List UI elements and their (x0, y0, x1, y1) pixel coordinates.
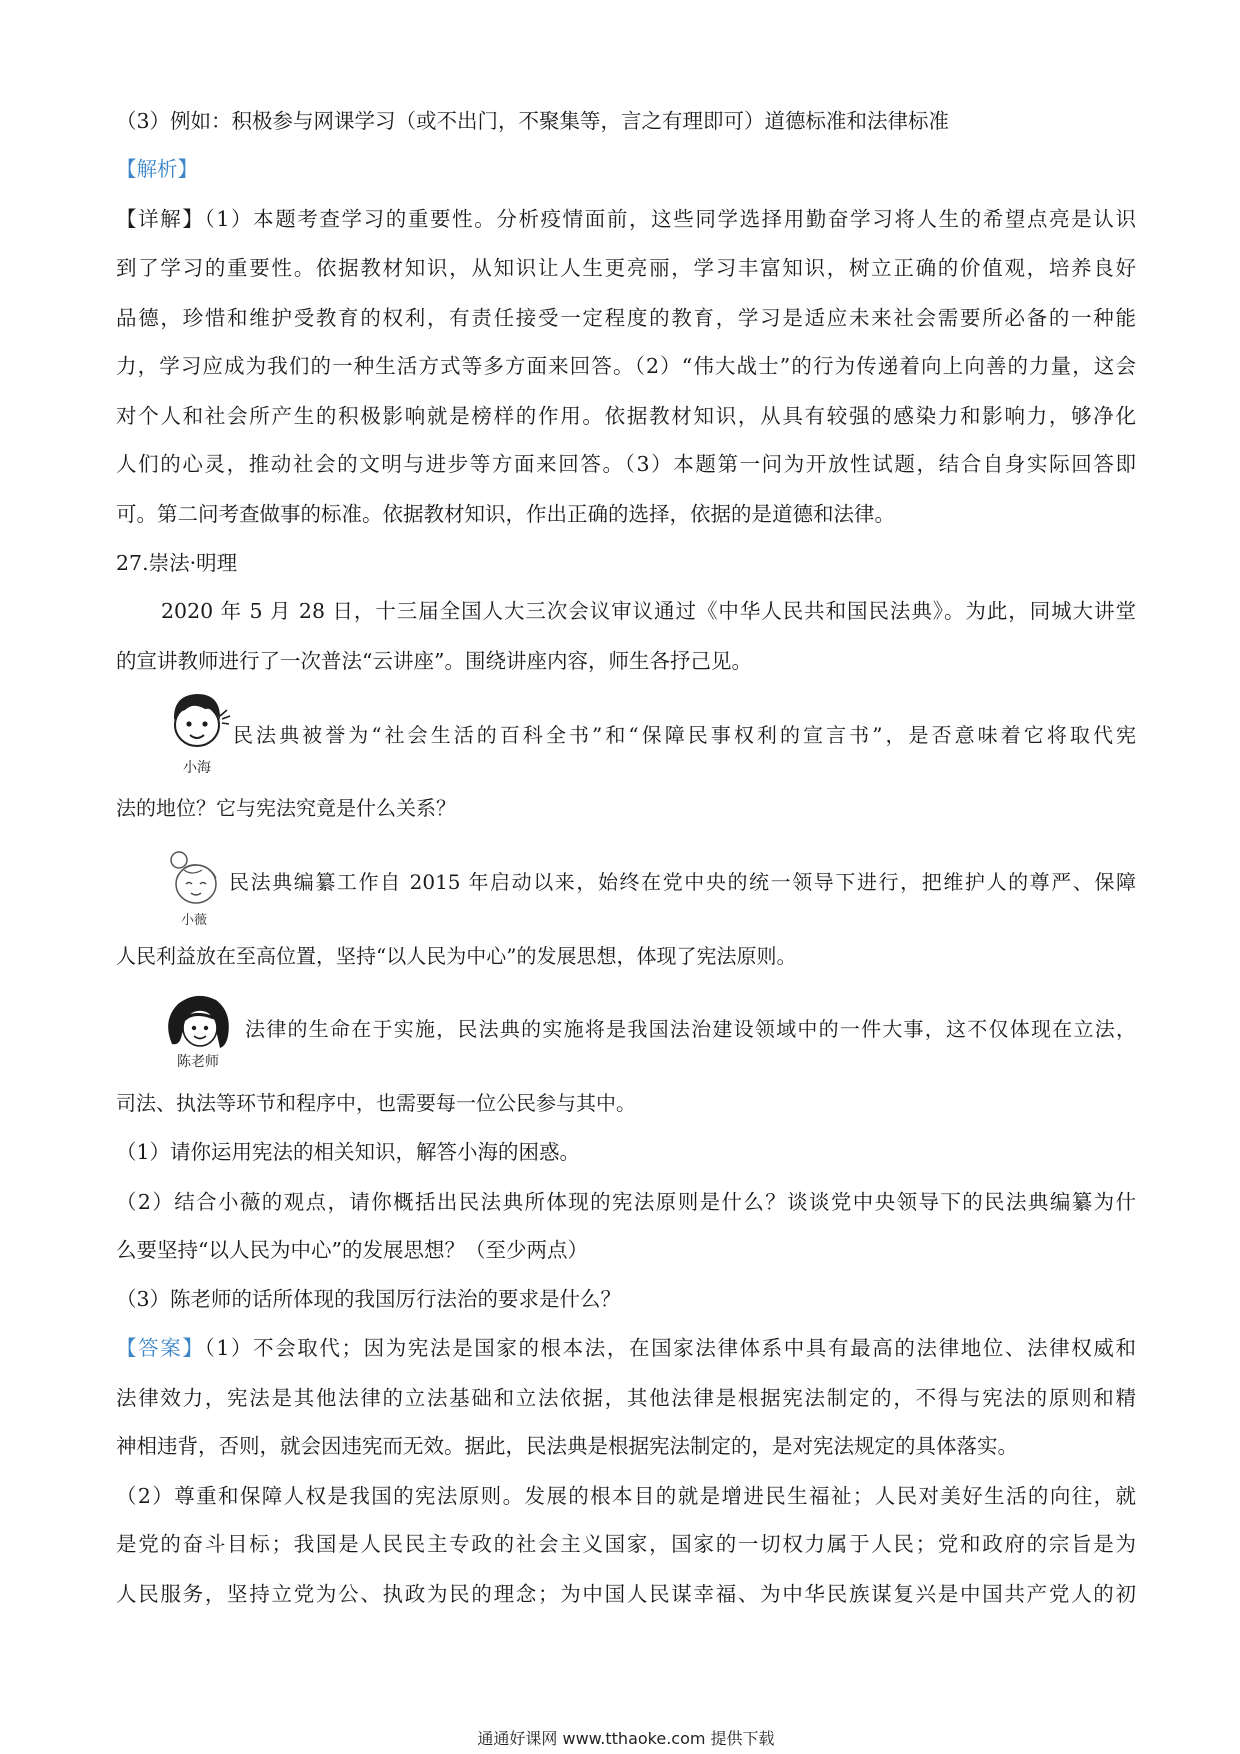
avatar-xiaohai (163, 688, 233, 782)
question-prompt: 么要坚持“以人民为中心”的发展思想？（至少两点） (116, 1238, 588, 1262)
hand-gesture-icon (220, 710, 230, 724)
dialogue-line: 民法典编纂工作自 2015 年启动以来，始终在党中央的统一领导下进行，把维护人的尊严、保障 (229, 870, 1136, 894)
answer-tag: 【答案】 (116, 1336, 205, 1360)
question-intro-line: 2020 年 5 月 28 日，十三届全国人大三次会议审议通过《中华人民共和国民法典》。为此，同城大讲堂 (161, 599, 1136, 623)
analysis-line: 对个人和社会所产生的积极影响就是榜样的作用。依据教材知识，从具有较强的感染力和影响力，够净化 (116, 404, 1136, 428)
answer-line: 人民服务，坚持立党为公、执政为民的理念；为中国人民谋幸福、为中华民族谋复兴是中国共产党人的初 (116, 1582, 1136, 1606)
analysis-line: 可。第二问考查做事的标准。依据教材知识，作出正确的选择，依据的是道德和法律。 (116, 502, 895, 526)
dialogue-line: 法律的生命在于实施，民法典的实施将是我国法治建设领域中的一件大事，这不仅体现在立法， (245, 1017, 1136, 1041)
dialogue-line: 法的地位？它与宪法究竟是什么关系？ (116, 796, 456, 820)
question-prompt: （2）结合小薇的观点，请你概括出民法典所体现的宪法原则是什么？谈谈党中央领导下的民法典编纂为什 (116, 1190, 1136, 1214)
question-intro-line: 的宣讲教师进行了一次普法“云讲座”。围绕讲座内容，师生各抒己见。 (116, 649, 752, 673)
analysis-line: 品德，珍惜和维护受教育的权利，有责任接受一定程度的教育，学习是适应未来社会需要所必备的一种能 (116, 306, 1136, 330)
answer-line: 法律效力，宪法是其他法律的立法基础和立法依据，其他法律是根据宪法制定的，不得与宪法的原则和精 (116, 1386, 1136, 1410)
eye-left (186, 721, 191, 726)
eye-right (204, 1026, 208, 1030)
answer-line: 神相违背，否则，就会因违宪而无效。据此，民法典是根据宪法制定的，是对宪法规定的具体落实。 (116, 1434, 1018, 1458)
hair-bun (171, 852, 187, 868)
mouth (190, 735, 204, 738)
speaker-label: 小薇 (180, 913, 208, 928)
answer-line: （2）尊重和保障人权是我国的宪法原则。发展的根本目的就是增进民生福祉；人民对美好生活的向往，就 (116, 1484, 1136, 1508)
answer-line: 是党的奋斗目标；我国是人民民主专政的社会主义国家，国家的一切权力属于人民；党和政府的宗旨是为 (116, 1532, 1136, 1556)
analysis-line: 【详解】（1）本题考查学习的重要性。分析疫情面前，这些同学选择用勤奋学习将人生的希望点亮是认识 (116, 207, 1136, 231)
dialogue-line: 司法、执法等环节和程序中，也需要每一位公民参与其中。 (116, 1091, 636, 1115)
previous-answer-part3: （3）例如：积极参与网课学习（或不出门，不聚集等，言之有理即可）道德标准和法律标准 (116, 109, 950, 133)
avatar-xiaowei (164, 848, 228, 932)
face-outline (175, 704, 219, 746)
hair-shape (174, 694, 220, 720)
dialogue-line: 民法典被誉为“社会生活的百科全书”和“保障民事权利的宣言书”，是否意味着它将取代宪 (233, 723, 1136, 747)
question-prompt: （3）陈老师的话所体现的我国厉行法治的要求是什么？ (116, 1287, 622, 1311)
avatar-teacher-chen (158, 990, 242, 1074)
analysis-line: 力，学习应成为我们的一种生活方式等多方面来回答。（2）“伟大战士”的行为传递着向上向善的力量，这会 (116, 354, 1136, 378)
answer-line (116, 1333, 1136, 1363)
question-prompt: （1）请你运用宪法的相关知识，解答小海的困惑。 (116, 1140, 581, 1164)
speaker-label: 小海 (183, 760, 211, 776)
eye-left (192, 1026, 196, 1030)
eye-right (202, 721, 207, 726)
analysis-tag: 【解析】 (116, 157, 198, 181)
question-title: 27.崇法·明理 (116, 551, 238, 575)
speaker-label: 陈老师 (177, 1054, 219, 1070)
eyes (186, 883, 206, 885)
answer-text: （1）不会取代；因为宪法是国家的根本法，在国家法律体系中具有最高的法律地位、法律权威和 (204, 1336, 1136, 1360)
analysis-line: 到了学习的重要性。依据教材知识，从知识让人生更亮丽，学习丰富知识，树立正确的价值观，培养良好 (116, 256, 1136, 280)
mouth (191, 893, 201, 895)
analysis-line: 人们的心灵，推动社会的文明与进步等方面来回答。（3）本题第一问为开放性试题，结合自身实际回答即 (116, 452, 1136, 476)
dialogue-line: 人民利益放在至高位置，坚持“以人民为中心”的发展思想，体现了宪法原则。 (116, 944, 797, 968)
page-footer: 通通好课网 www.tthaoke.com 提供下载 (477, 1729, 775, 1748)
